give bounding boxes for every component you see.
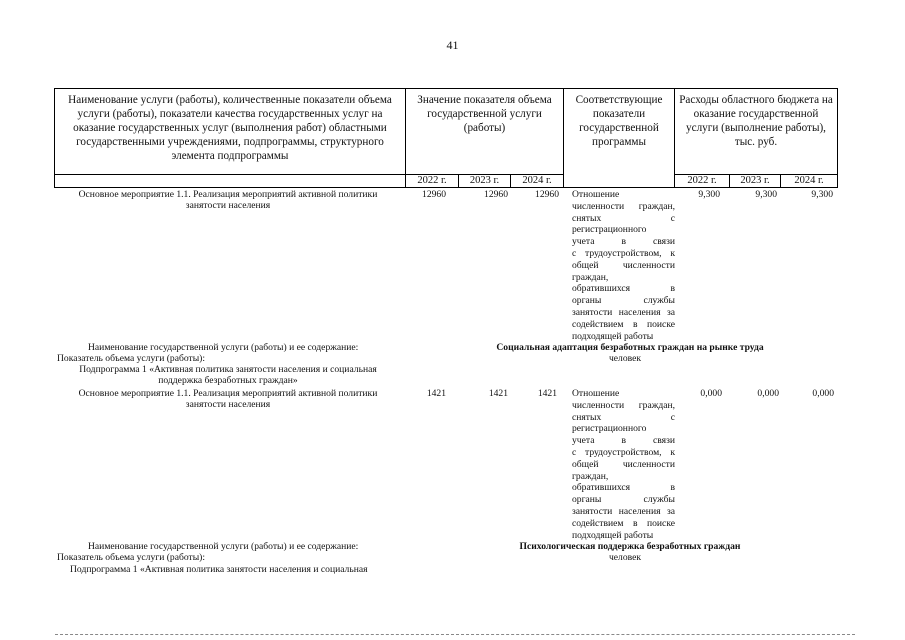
expense-2024: 9,300 xyxy=(811,189,833,200)
service-name: Психологическая поддержка безработных граждан xyxy=(519,541,741,552)
value-2023: 1421 xyxy=(488,388,508,399)
indicator-line: с трудоустройством, к xyxy=(572,446,675,458)
indicator-line: регистрационного xyxy=(572,224,647,236)
expense-2022: 0,000 xyxy=(700,388,722,399)
value-2024: 12960 xyxy=(535,189,559,200)
measure-title: Основное мероприятие 1.1. Реализация мероприятий активной политики занятости населения xyxy=(78,189,378,212)
year-2023-value: 2023 г. xyxy=(459,175,511,188)
expense-2024: 0,000 xyxy=(812,388,834,399)
value-2022: 1421 xyxy=(426,388,446,399)
header-budget-expenses: Расходы областного бюджета на оказание государственной услуги (выполнение работы), тыс. руб. xyxy=(675,89,838,175)
indicator-line: занятости населения за xyxy=(572,306,675,318)
indicator-line: с трудоустройством, к xyxy=(572,247,675,259)
service-name: Социальная адаптация безработных граждан на рынке труда xyxy=(496,342,764,353)
scan-edge-line xyxy=(55,634,855,636)
indicator-line: численности граждан, xyxy=(572,200,675,212)
header-volume-value: Значение показателя объема государственной услуги (работы) xyxy=(406,89,564,175)
indicator-line: общей численности xyxy=(572,458,675,470)
service-label: Наименование государственной услуги (работы) и ее содержание: xyxy=(88,541,359,552)
volume-unit: человек xyxy=(608,353,642,364)
indicator-line: обратившихся в xyxy=(572,283,675,295)
indicator-line: органы службы xyxy=(572,494,675,506)
indicator-line: регистрационного xyxy=(572,423,647,435)
value-2024: 1421 xyxy=(537,388,557,399)
header-program-indicators: Соответствующие показатели государственной программы xyxy=(564,89,675,188)
indicator-line: снятых с xyxy=(572,212,675,224)
indicator-line: учета в связи xyxy=(572,435,675,447)
year-2024-value: 2024 г. xyxy=(511,175,564,188)
indicator-line: подходящей работы xyxy=(572,529,654,541)
indicator-line: занятости населения за xyxy=(572,505,675,517)
subprogram-partial: Подпрограмма 1 «Активная политика занятости населения и социальная xyxy=(70,564,368,575)
indicator-line: подходящей работы xyxy=(572,330,654,342)
indicator-line: снятых с xyxy=(572,411,675,423)
indicator-line: органы службы xyxy=(572,295,675,307)
indicator-text xyxy=(572,388,675,541)
year-2024-expense: 2024 г. xyxy=(781,175,838,188)
value-2022: 12960 xyxy=(422,189,446,200)
volume-label: Показатель объема услуги (работы): xyxy=(57,353,206,364)
volume-label: Показатель объема услуги (работы): xyxy=(57,552,206,563)
year-2023-expense: 2023 г. xyxy=(730,175,781,188)
header-blank-cell xyxy=(55,175,406,188)
indicator-line: учета в связи xyxy=(572,236,675,248)
year-2022-expense: 2022 г. xyxy=(675,175,730,188)
expense-2022: 9,300 xyxy=(698,189,720,200)
expense-2023: 0,000 xyxy=(757,388,779,399)
subprogram: Подпрограмма 1 «Активная политика занятости населения и социальная поддержка безработных граждан» xyxy=(79,364,377,387)
indicator-line: обратившихся в xyxy=(572,482,675,494)
indicator-line: численности граждан, xyxy=(572,399,675,411)
indicator-line: общей численности xyxy=(572,259,675,271)
table-header xyxy=(54,88,838,188)
value-2023: 12960 xyxy=(484,189,508,200)
volume-unit: человек xyxy=(608,552,642,563)
indicator-line: Отношение xyxy=(572,388,620,399)
indicator-line: Отношение xyxy=(572,189,620,200)
indicator-line: граждан, xyxy=(572,470,609,482)
indicator-line: граждан, xyxy=(572,271,609,283)
service-label: Наименование государственной услуги (работы) и ее содержание: xyxy=(88,342,359,353)
expense-2023: 9,300 xyxy=(755,189,777,200)
indicator-text xyxy=(572,189,675,342)
header-service-name: Наименование услуги (работы), количественные показатели объема услуги (работы), показатели качества государственных услуг на оказание государственных услуг (выполнения работ) областными государственными учреждениями, подпрограммы, структурного элемента подпрограммы xyxy=(55,89,406,175)
indicator-line: содействием в поиске xyxy=(572,318,675,330)
page-number: 41 xyxy=(446,38,459,52)
measure-title: Основное мероприятие 1.1. Реализация мероприятий активной политики занятости населения xyxy=(78,388,378,411)
year-2022-value: 2022 г. xyxy=(406,175,459,188)
indicator-line: содействием в поиске xyxy=(572,517,675,529)
